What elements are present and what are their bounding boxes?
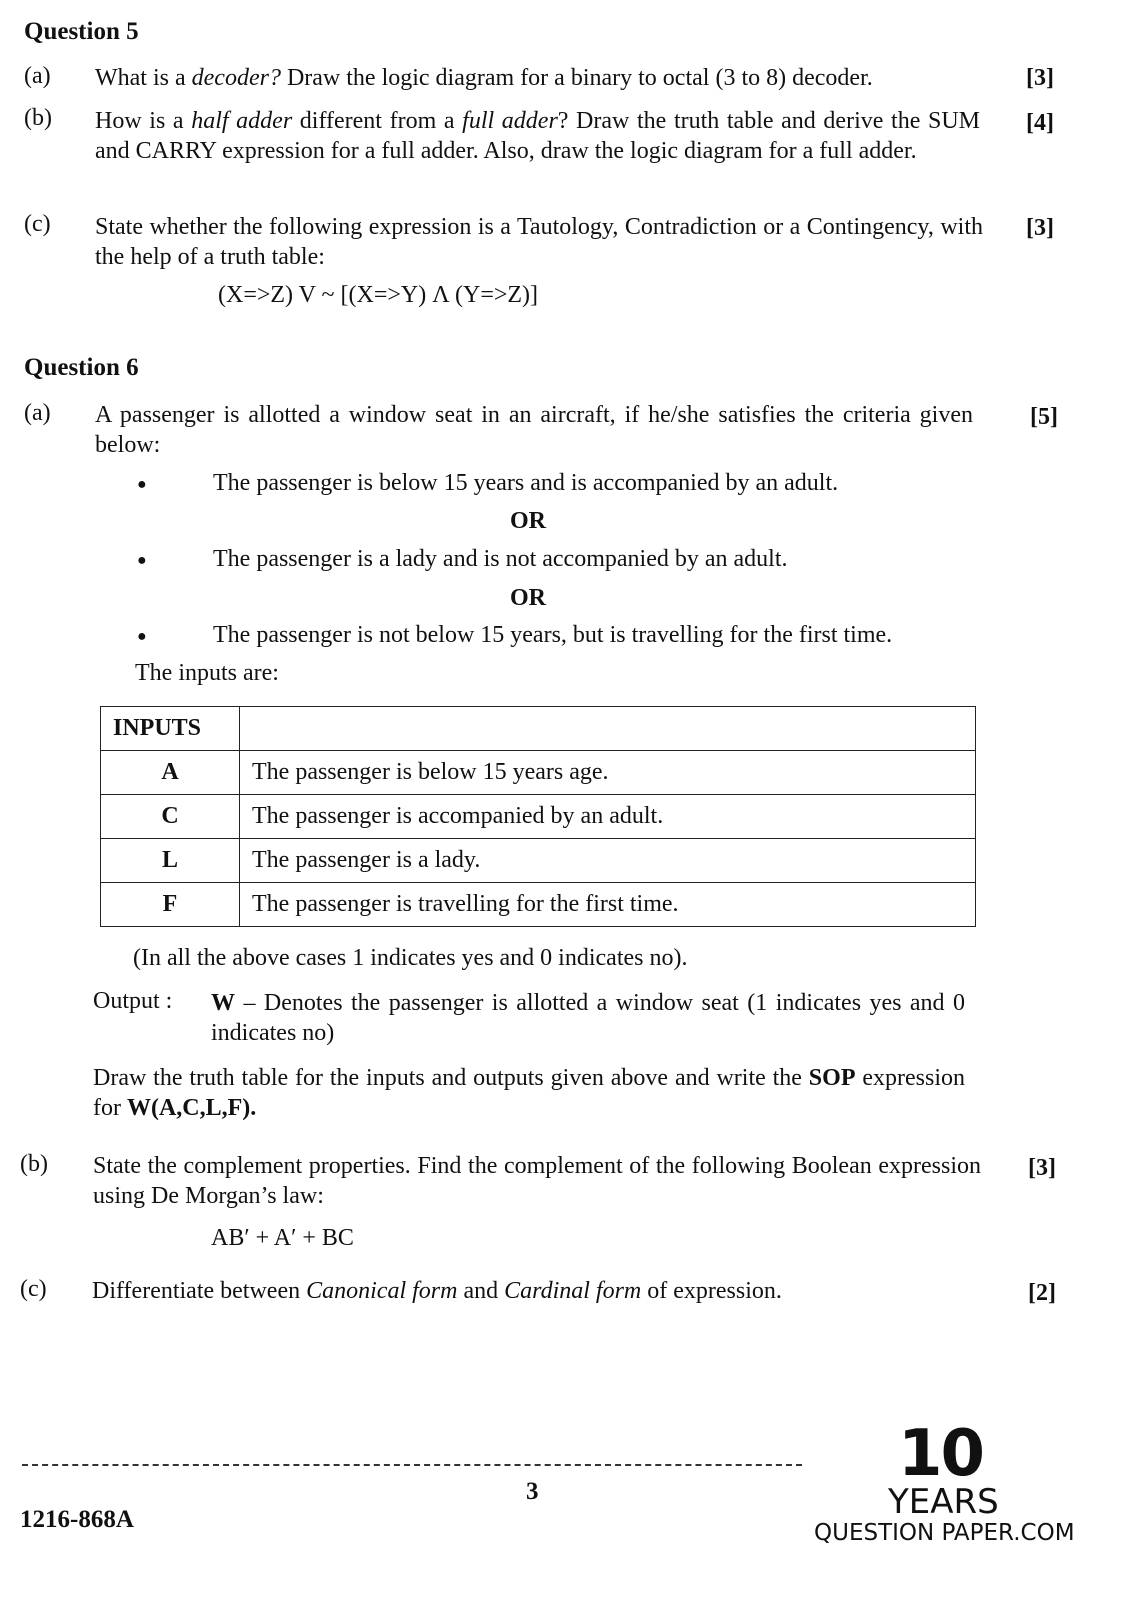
q5a-text-em: decoder? xyxy=(191,65,281,91)
q5b-t1: How is a xyxy=(95,108,192,134)
q5c-text: State whether the following expression is a Tautology, Contradiction or a Contingency, with the help of a truth table: xyxy=(95,214,983,270)
q6c-t3: of expression. xyxy=(641,1278,782,1304)
q6c-marks: [2] xyxy=(1028,1280,1056,1306)
footer-divider xyxy=(22,1464,802,1466)
q6a-text: A passenger is allotted a window seat in an aircraft, if he/she satisfies the criteria given below: xyxy=(95,402,973,458)
q5a-text-1: What is a xyxy=(95,65,192,91)
table-row xyxy=(101,839,976,883)
q6c-em2: Cardinal form xyxy=(504,1278,642,1304)
input-key: F xyxy=(101,883,240,927)
logo-number-text: 10 xyxy=(898,1417,984,1491)
logo-site: QUESTION PAPER.COM xyxy=(814,1520,1075,1546)
table-header-cell: INPUTS xyxy=(101,707,240,751)
q5b-t2: different from a xyxy=(292,108,463,134)
q5c-expression: (X=>Z) V ~ [(X=>Y) Λ (Y=>Z)] xyxy=(218,282,539,308)
q5a-marks: [3] xyxy=(1026,65,1054,91)
q6c-em1: Canonical form xyxy=(306,1278,458,1304)
q6b-expression: AB′ + A′ + BC xyxy=(211,1225,354,1251)
site-logo xyxy=(812,1417,1075,1582)
bullet-icon: ● xyxy=(137,476,147,493)
q5b-em1: half adder xyxy=(191,108,293,134)
output-var: W xyxy=(211,990,235,1016)
input-key: L xyxy=(101,839,240,883)
criterion-2: The passenger is a lady and is not accompanied by an adult. xyxy=(213,546,788,572)
question-6-title: Question 6 xyxy=(24,354,139,381)
input-desc: The passenger is below 15 years age. xyxy=(240,751,976,795)
q5b-em2: full adder xyxy=(462,108,558,134)
q6c-text xyxy=(92,1276,972,1306)
output-desc: – Denotes the passenger is allotted a window seat (1 indicates yes and 0 indicates no) xyxy=(211,990,965,1046)
or-separator-2: OR xyxy=(510,585,546,611)
q6a-marks: [5] xyxy=(1030,404,1058,430)
q6a-instruction xyxy=(93,1063,965,1123)
inputs-table xyxy=(100,706,976,927)
output-label: Output : xyxy=(93,988,173,1014)
instruction-2: expression for xyxy=(93,1065,965,1121)
criterion-1: The passenger is below 15 years and is accompanied by an adult. xyxy=(213,470,839,496)
table-header-blank xyxy=(240,707,976,751)
question-5-title: Question 5 xyxy=(24,18,139,45)
logo-years: YEARS xyxy=(888,1482,999,1522)
logo-number xyxy=(898,1417,984,1491)
or-separator-1: OR xyxy=(510,508,546,534)
paper-code: 1216-868A xyxy=(20,1506,134,1533)
inputs-intro: The inputs are: xyxy=(135,660,279,686)
q6c-t1: Differentiate between xyxy=(92,1278,307,1304)
q6b-marks: [3] xyxy=(1028,1155,1056,1181)
output-text xyxy=(211,988,965,1048)
q5b-text xyxy=(95,106,980,166)
q5b-marks: [4] xyxy=(1026,110,1054,136)
input-key: A xyxy=(101,751,240,795)
q6c-t2: and xyxy=(457,1278,505,1304)
q5a-text xyxy=(95,63,975,93)
q5c-marks: [3] xyxy=(1026,215,1054,241)
bullet-icon: ● xyxy=(137,552,147,569)
table-header-row xyxy=(101,707,976,751)
cases-note: (In all the above cases 1 indicates yes and 0 indicates no). xyxy=(133,945,688,971)
bullet-icon: ● xyxy=(137,628,147,645)
q6c-label: (c) xyxy=(20,1276,47,1302)
q6a-label: (a) xyxy=(24,400,51,426)
q5b-t3: ? Draw the truth table and derive the SUM and CARRY expression for a full adder. Also, draw the logic diagram for a full adder. xyxy=(95,108,980,164)
page-number: 3 xyxy=(526,1478,539,1505)
table-row xyxy=(101,883,976,927)
input-key: C xyxy=(101,795,240,839)
instruction-sop: SOP xyxy=(808,1065,856,1091)
table-row xyxy=(101,751,976,795)
criterion-3: The passenger is not below 15 years, but is travelling for the first time. xyxy=(213,622,893,648)
table-row xyxy=(101,795,976,839)
q5a-text-2: Draw the logic diagram for a binary to octal (3 to 8) decoder. xyxy=(280,65,873,91)
q5b-label: (b) xyxy=(24,105,52,131)
q6b-text: State the complement properties. Find the complement of the following Boolean expression using De Morgan’s law: xyxy=(93,1153,981,1209)
input-desc: The passenger is accompanied by an adult. xyxy=(240,795,976,839)
input-desc: The passenger is a lady. xyxy=(240,839,976,883)
q5c-label: (c) xyxy=(24,211,51,237)
instruction-1: Draw the truth table for the inputs and outputs given above and write the xyxy=(93,1065,809,1091)
input-desc: The passenger is travelling for the first time. xyxy=(240,883,976,927)
q6b-label: (b) xyxy=(20,1151,48,1177)
instruction-func: W(A,C,L,F). xyxy=(126,1095,257,1121)
q5a-label: (a) xyxy=(24,63,51,89)
